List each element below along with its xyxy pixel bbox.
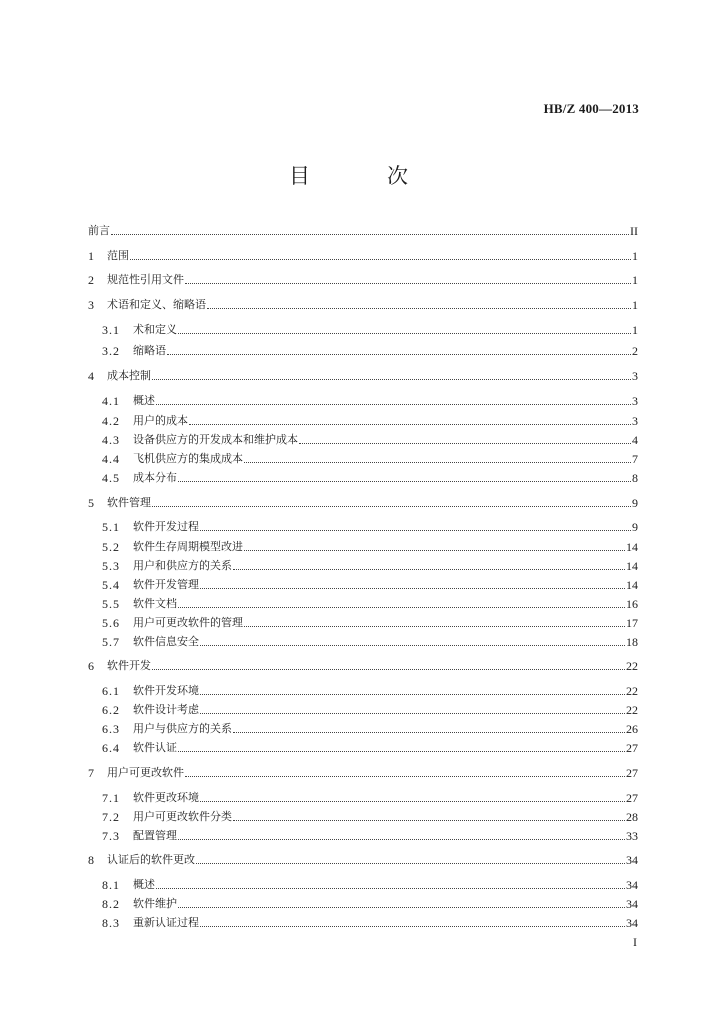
toc-section-entry	[102, 538, 638, 554]
toc-chapter-entry	[88, 494, 638, 510]
toc-entry-label: 软件管理	[107, 496, 151, 509]
toc-section-entry	[102, 450, 638, 466]
toc-section-entry	[102, 321, 638, 337]
toc-dot-leader	[178, 480, 631, 482]
toc-dot-leader	[189, 423, 631, 425]
toc-entry-number: 5	[88, 496, 94, 510]
toc-entry-number: 5.7	[102, 635, 120, 649]
toc-dot-leader	[178, 906, 625, 908]
toc-dot-leader	[156, 887, 625, 889]
toc-dot-leader	[130, 258, 631, 260]
toc-entry-number: 3.2	[102, 344, 120, 358]
toc-entry-page: 9	[632, 496, 638, 510]
toc-dot-leader	[178, 838, 625, 840]
toc-entry-page: 27	[626, 766, 638, 780]
toc-entry-number: 5.3	[102, 559, 120, 573]
toc-entry-page: 1	[632, 298, 638, 312]
document-code: HB/Z 400—2013	[543, 101, 639, 116]
toc-entry-number: 7.2	[102, 810, 120, 824]
toc-dot-leader	[233, 568, 625, 570]
toc-entry-page: 14	[626, 540, 638, 554]
toc-section-entry	[102, 739, 638, 755]
toc-dot-leader	[299, 442, 631, 444]
toc-section-entry	[102, 469, 638, 485]
toc-section-entry	[102, 392, 638, 408]
toc-entry-page: 34	[626, 916, 638, 930]
toc-chapter-entry	[88, 271, 638, 287]
toc-dot-leader	[167, 353, 631, 355]
toc-entry-label: 软件开发	[107, 659, 151, 672]
toc-dot-leader	[244, 461, 631, 463]
toc-entry-label: 用户和供应方的关系	[133, 559, 232, 572]
toc-entry-label: 软件维护	[133, 897, 177, 910]
toc-entry-number: 2	[88, 273, 94, 287]
toc-entry-number: 5.1	[102, 520, 120, 534]
toc-entry-page: 22	[626, 659, 638, 673]
toc-dot-leader	[185, 775, 625, 777]
toc-entry-number: 6.1	[102, 684, 120, 698]
toc-entry-page: 3	[632, 414, 638, 428]
toc-section-entry	[102, 518, 638, 534]
toc-entry-label: 用户与供应方的关系	[133, 722, 232, 735]
toc-entry-label: 概述	[133, 394, 155, 407]
toc-entry-number: 5.2	[102, 540, 120, 554]
toc-entry-number: 3.1	[102, 323, 120, 337]
toc-entry-page: 7	[632, 452, 638, 466]
toc-section-entry	[102, 827, 638, 843]
toc-section-entry	[102, 789, 638, 805]
toc-entry-number: 8.3	[102, 916, 120, 930]
toc-section-entry	[102, 701, 638, 717]
toc-entry-label: 用户可更改软件的管理	[133, 616, 243, 629]
toc-entry-page: 14	[626, 578, 638, 592]
toc-entry-label: 软件设计考虑	[133, 703, 199, 716]
toc-entry-page: 34	[626, 853, 638, 867]
toc-dot-leader	[196, 862, 625, 864]
toc-entry-label: 软件认证	[133, 741, 177, 754]
toc-entry-page: 4	[632, 433, 638, 447]
toc-dot-leader	[244, 625, 625, 627]
toc-chapter-entry	[88, 222, 638, 238]
toc-entry-page: II	[630, 224, 638, 238]
toc-entry-label: 成本控制	[107, 369, 151, 382]
toc-chapter-entry	[88, 764, 638, 780]
toc-chapter-entry	[88, 247, 638, 263]
toc-section-entry	[102, 633, 638, 649]
toc-section-entry	[102, 808, 638, 824]
toc-dot-leader	[178, 332, 631, 334]
toc-entry-number: 4.5	[102, 471, 120, 485]
toc-section-entry	[102, 895, 638, 911]
toc-entry-number: 4.2	[102, 414, 120, 428]
toc-entry-number: 6.2	[102, 703, 120, 717]
toc-chapter-entry	[88, 851, 638, 867]
toc-dot-leader	[207, 307, 631, 309]
toc-entry-label: 术和定义	[133, 323, 177, 336]
toc-entry-page: 1	[632, 249, 638, 263]
toc-entry-label: 认证后的软件更改	[107, 853, 195, 866]
toc-section-entry	[102, 431, 638, 447]
toc-dot-leader	[200, 800, 625, 802]
toc-entry-page: 33	[626, 829, 638, 843]
toc-dot-leader	[185, 282, 631, 284]
toc-entry-label: 软件生存周期模型改进	[133, 540, 243, 553]
toc-dot-leader	[200, 529, 631, 531]
toc-dot-leader	[244, 549, 625, 551]
toc-entry-number: 6.3	[102, 722, 120, 736]
toc-entry-label: 飞机供应方的集成成本	[133, 452, 243, 465]
toc-entry-label: 软件开发环境	[133, 684, 199, 697]
toc-entry-page: 27	[626, 791, 638, 805]
toc-dot-leader	[152, 378, 631, 380]
toc-dot-leader	[178, 606, 625, 608]
toc-entry-page: 22	[626, 684, 638, 698]
toc-entry-number: 8	[88, 853, 94, 867]
toc-dot-leader	[200, 925, 625, 927]
toc-entry-page: 3	[632, 369, 638, 383]
toc-entry-label: 软件开发管理	[133, 578, 199, 591]
toc-section-entry	[102, 342, 638, 358]
toc-section-entry	[102, 412, 638, 428]
toc-section-entry	[102, 614, 638, 630]
toc-entry-number: 4	[88, 369, 94, 383]
toc-section-entry	[102, 914, 638, 930]
toc-entry-page: 28	[626, 810, 638, 824]
toc-entry-label: 软件文档	[133, 597, 177, 610]
toc-entry-label: 前言	[88, 224, 110, 237]
toc-entry-number: 7	[88, 766, 94, 780]
toc-entry-label: 软件开发过程	[133, 520, 199, 533]
toc-entry-number: 4.1	[102, 394, 120, 408]
toc-dot-leader	[178, 750, 625, 752]
toc-entry-page: 18	[626, 635, 638, 649]
toc-entry-page: 8	[632, 471, 638, 485]
toc-entry-page: 34	[626, 897, 638, 911]
toc-entry-label: 缩略语	[133, 344, 166, 357]
toc-entry-page: 3	[632, 394, 638, 408]
toc-section-entry	[102, 720, 638, 736]
toc-entry-number: 5.4	[102, 578, 120, 592]
toc-section-entry	[102, 576, 638, 592]
toc-entry-number: 1	[88, 249, 94, 263]
toc-entry-label: 软件更改环境	[133, 791, 199, 804]
toc-entry-label: 范围	[107, 249, 129, 262]
toc-entry-label: 软件信息安全	[133, 635, 199, 648]
toc-entry-number: 5.5	[102, 597, 120, 611]
toc-dot-leader	[233, 819, 625, 821]
toc-entry-label: 用户的成本	[133, 414, 188, 427]
toc-entry-label: 成本分布	[133, 471, 177, 484]
toc-entry-number: 4.3	[102, 433, 120, 447]
toc-entry-label: 规范性引用文件	[107, 273, 184, 286]
toc-entry-label: 重新认证过程	[133, 916, 199, 929]
toc-entry-page: 16	[626, 597, 638, 611]
toc-dot-leader	[156, 403, 631, 405]
toc-entry-number: 4.4	[102, 452, 120, 466]
toc-entry-number: 8.2	[102, 897, 120, 911]
toc-entry-label: 术语和定义、缩略语	[107, 298, 206, 311]
page-title: 目 次	[289, 164, 436, 188]
toc-entry-page: 22	[626, 703, 638, 717]
toc-section-entry	[102, 557, 638, 573]
toc-entry-label: 设备供应方的开发成本和维护成本	[133, 433, 298, 446]
toc-entry-number: 8.1	[102, 878, 120, 892]
toc-entry-number: 6	[88, 659, 94, 673]
toc-dot-leader	[111, 233, 629, 235]
toc-dot-leader	[200, 712, 625, 714]
toc-entry-page: 1	[632, 323, 638, 337]
toc-entry-page: 2	[632, 344, 638, 358]
toc-entry-label: 用户可更改软件	[107, 766, 184, 779]
toc-entry-page: 34	[626, 878, 638, 892]
toc-section-entry	[102, 682, 638, 698]
toc-chapter-entry	[88, 296, 638, 312]
toc-entry-label: 用户可更改软件分类	[133, 810, 232, 823]
toc-entry-page: 14	[626, 559, 638, 573]
toc-section-entry	[102, 876, 638, 892]
toc-entry-label: 配置管理	[133, 829, 177, 842]
toc-chapter-entry	[88, 657, 638, 673]
toc-dot-leader	[152, 668, 625, 670]
toc-dot-leader	[152, 505, 631, 507]
toc-chapter-entry	[88, 367, 638, 383]
toc-entry-label: 概述	[133, 878, 155, 891]
toc-dot-leader	[233, 731, 625, 733]
toc-entry-number: 6.4	[102, 741, 120, 755]
toc-entry-number: 7.1	[102, 791, 120, 805]
toc-entry-number: 5.6	[102, 616, 120, 630]
toc-section-entry	[102, 595, 638, 611]
toc-dot-leader	[200, 587, 625, 589]
toc-dot-leader	[200, 693, 625, 695]
toc-entry-page: 9	[632, 520, 638, 534]
toc-entry-page: 1	[632, 273, 638, 287]
toc-entry-number: 7.3	[102, 829, 120, 843]
toc-entry-page: 17	[626, 616, 638, 630]
toc-dot-leader	[200, 644, 625, 646]
toc-entry-number: 3	[88, 298, 94, 312]
toc-entry-page: 26	[626, 722, 638, 736]
page-number: I	[633, 935, 637, 949]
toc-entry-page: 27	[626, 741, 638, 755]
